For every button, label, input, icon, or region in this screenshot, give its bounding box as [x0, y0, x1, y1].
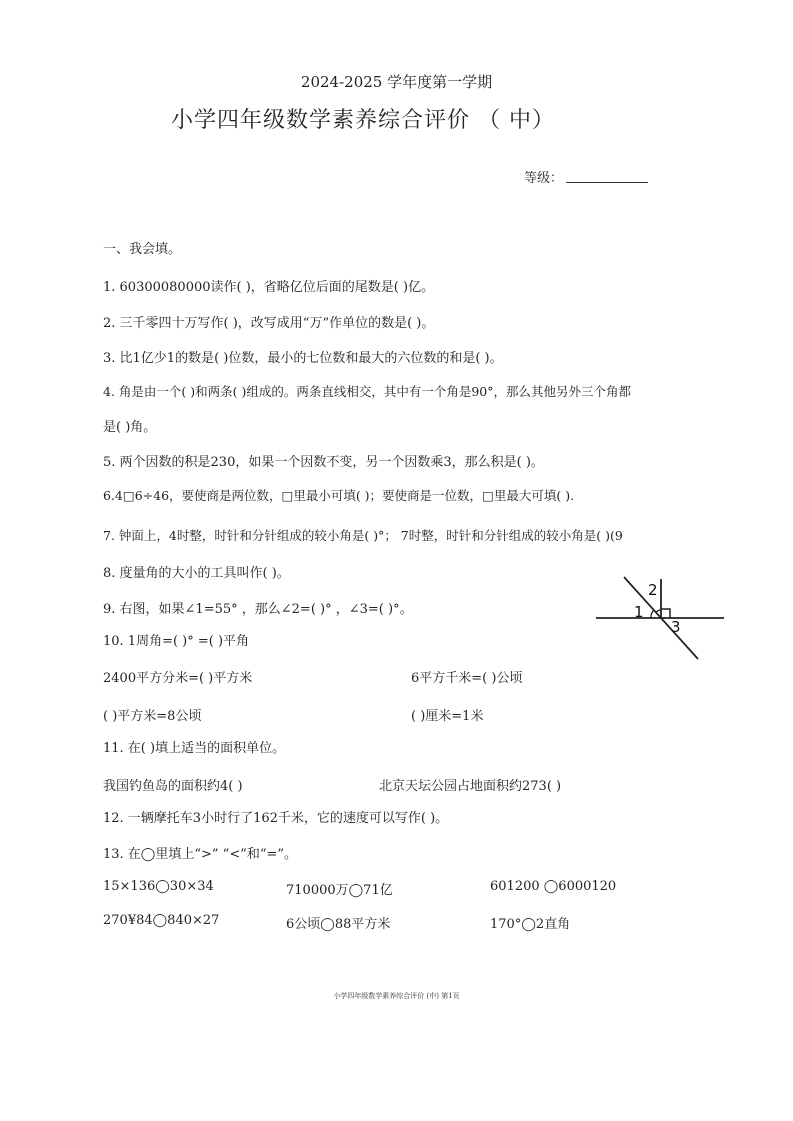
angle-1-arc: [651, 610, 654, 618]
question-6: 6.4□6÷46，要使商是两位数，□里最小可填( )；要使商是一位数，□里最大可填( ).: [103, 488, 575, 503]
question-9: 9. 右图，如果∠1=55° ，那么∠2=( )° ，∠3=( )°。: [103, 602, 413, 617]
compare-item: 710000万◯71亿: [286, 883, 393, 898]
question-13: 13. 在◯里填上“>” “<”和“=”。: [103, 847, 298, 862]
question-4-line-2: 是( )角。: [103, 420, 157, 435]
compare-item: 15×136◯30×34: [103, 879, 214, 894]
angle-label-3: 3: [671, 618, 681, 636]
page-footer: 小学四年级数学素养综合评价 (中) 第1页: [333, 992, 460, 1000]
compare-item: 270¥84◯840×27: [103, 913, 220, 928]
exam-title: 小学四年级数学素养综合评价 （ 中）: [171, 108, 555, 133]
question-5: 5. 两个因数的积是230，如果一个因数不变，另一个因数乘3，那么积是( )。: [103, 455, 544, 470]
compare-item: 601200 ◯6000120: [490, 879, 617, 894]
question-8: 8. 度量角的大小的工具叫作( )。: [103, 566, 290, 581]
question-10-b: 6平方千米=( )公顷: [411, 671, 523, 686]
question-12: 12. 一辆摩托车3小时行了162千米，它的速度可以写作( )。: [103, 811, 449, 826]
question-10: 10. 1周角=( )° =( )平角: [103, 634, 250, 649]
compare-item: 6公顷◯88平方米: [286, 917, 391, 932]
question-7: 7. 钟面上，4时整，时针和分针组成的较小角是( )°； 7时整，时针和分针组成的较小角是( )(9: [103, 528, 623, 543]
compare-item: 170°◯2直角: [490, 917, 571, 932]
question-11: 11. 在( )填上适当的面积单位。: [103, 741, 286, 756]
question-2: 2. 三千零四十万写作( )，改写成用“万”作单位的数是( )。: [103, 316, 435, 331]
question-10-d: ( )厘米=1米: [411, 709, 484, 724]
angle-diagram: [594, 573, 726, 663]
question-11-a: 我国钓鱼岛的面积约4( ): [103, 779, 243, 794]
question-3: 3. 比1亿少1的数是( )位数，最小的七位数和最大的六位数的和是( )。: [103, 351, 503, 366]
angle-label-1: 1: [634, 603, 644, 621]
school-year-heading: 2024-2025 学年度第一学期: [300, 73, 493, 91]
question-10-c: ( )平方米=8公顷: [103, 709, 202, 724]
question-1: 1. 60300080000读作( )，省略亿位后面的尾数是( )亿。: [103, 280, 435, 295]
grade-blank-line: [566, 182, 648, 183]
question-4-line-1: 4. 角是由一个( )和两条( )组成的。两条直线相交，其中有一个角是90°，那么其他另外三个角都: [103, 384, 632, 399]
right-angle-mark: [661, 609, 670, 618]
question-10-a: 2400平方分米=( )平方米: [103, 671, 253, 686]
angle-label-2: 2: [648, 581, 658, 599]
question-11-b: 北京天坛公园占地面积约273( ): [379, 779, 562, 794]
section-heading: 一、我会填。: [103, 242, 182, 257]
grade-label: 等级：: [524, 171, 564, 186]
